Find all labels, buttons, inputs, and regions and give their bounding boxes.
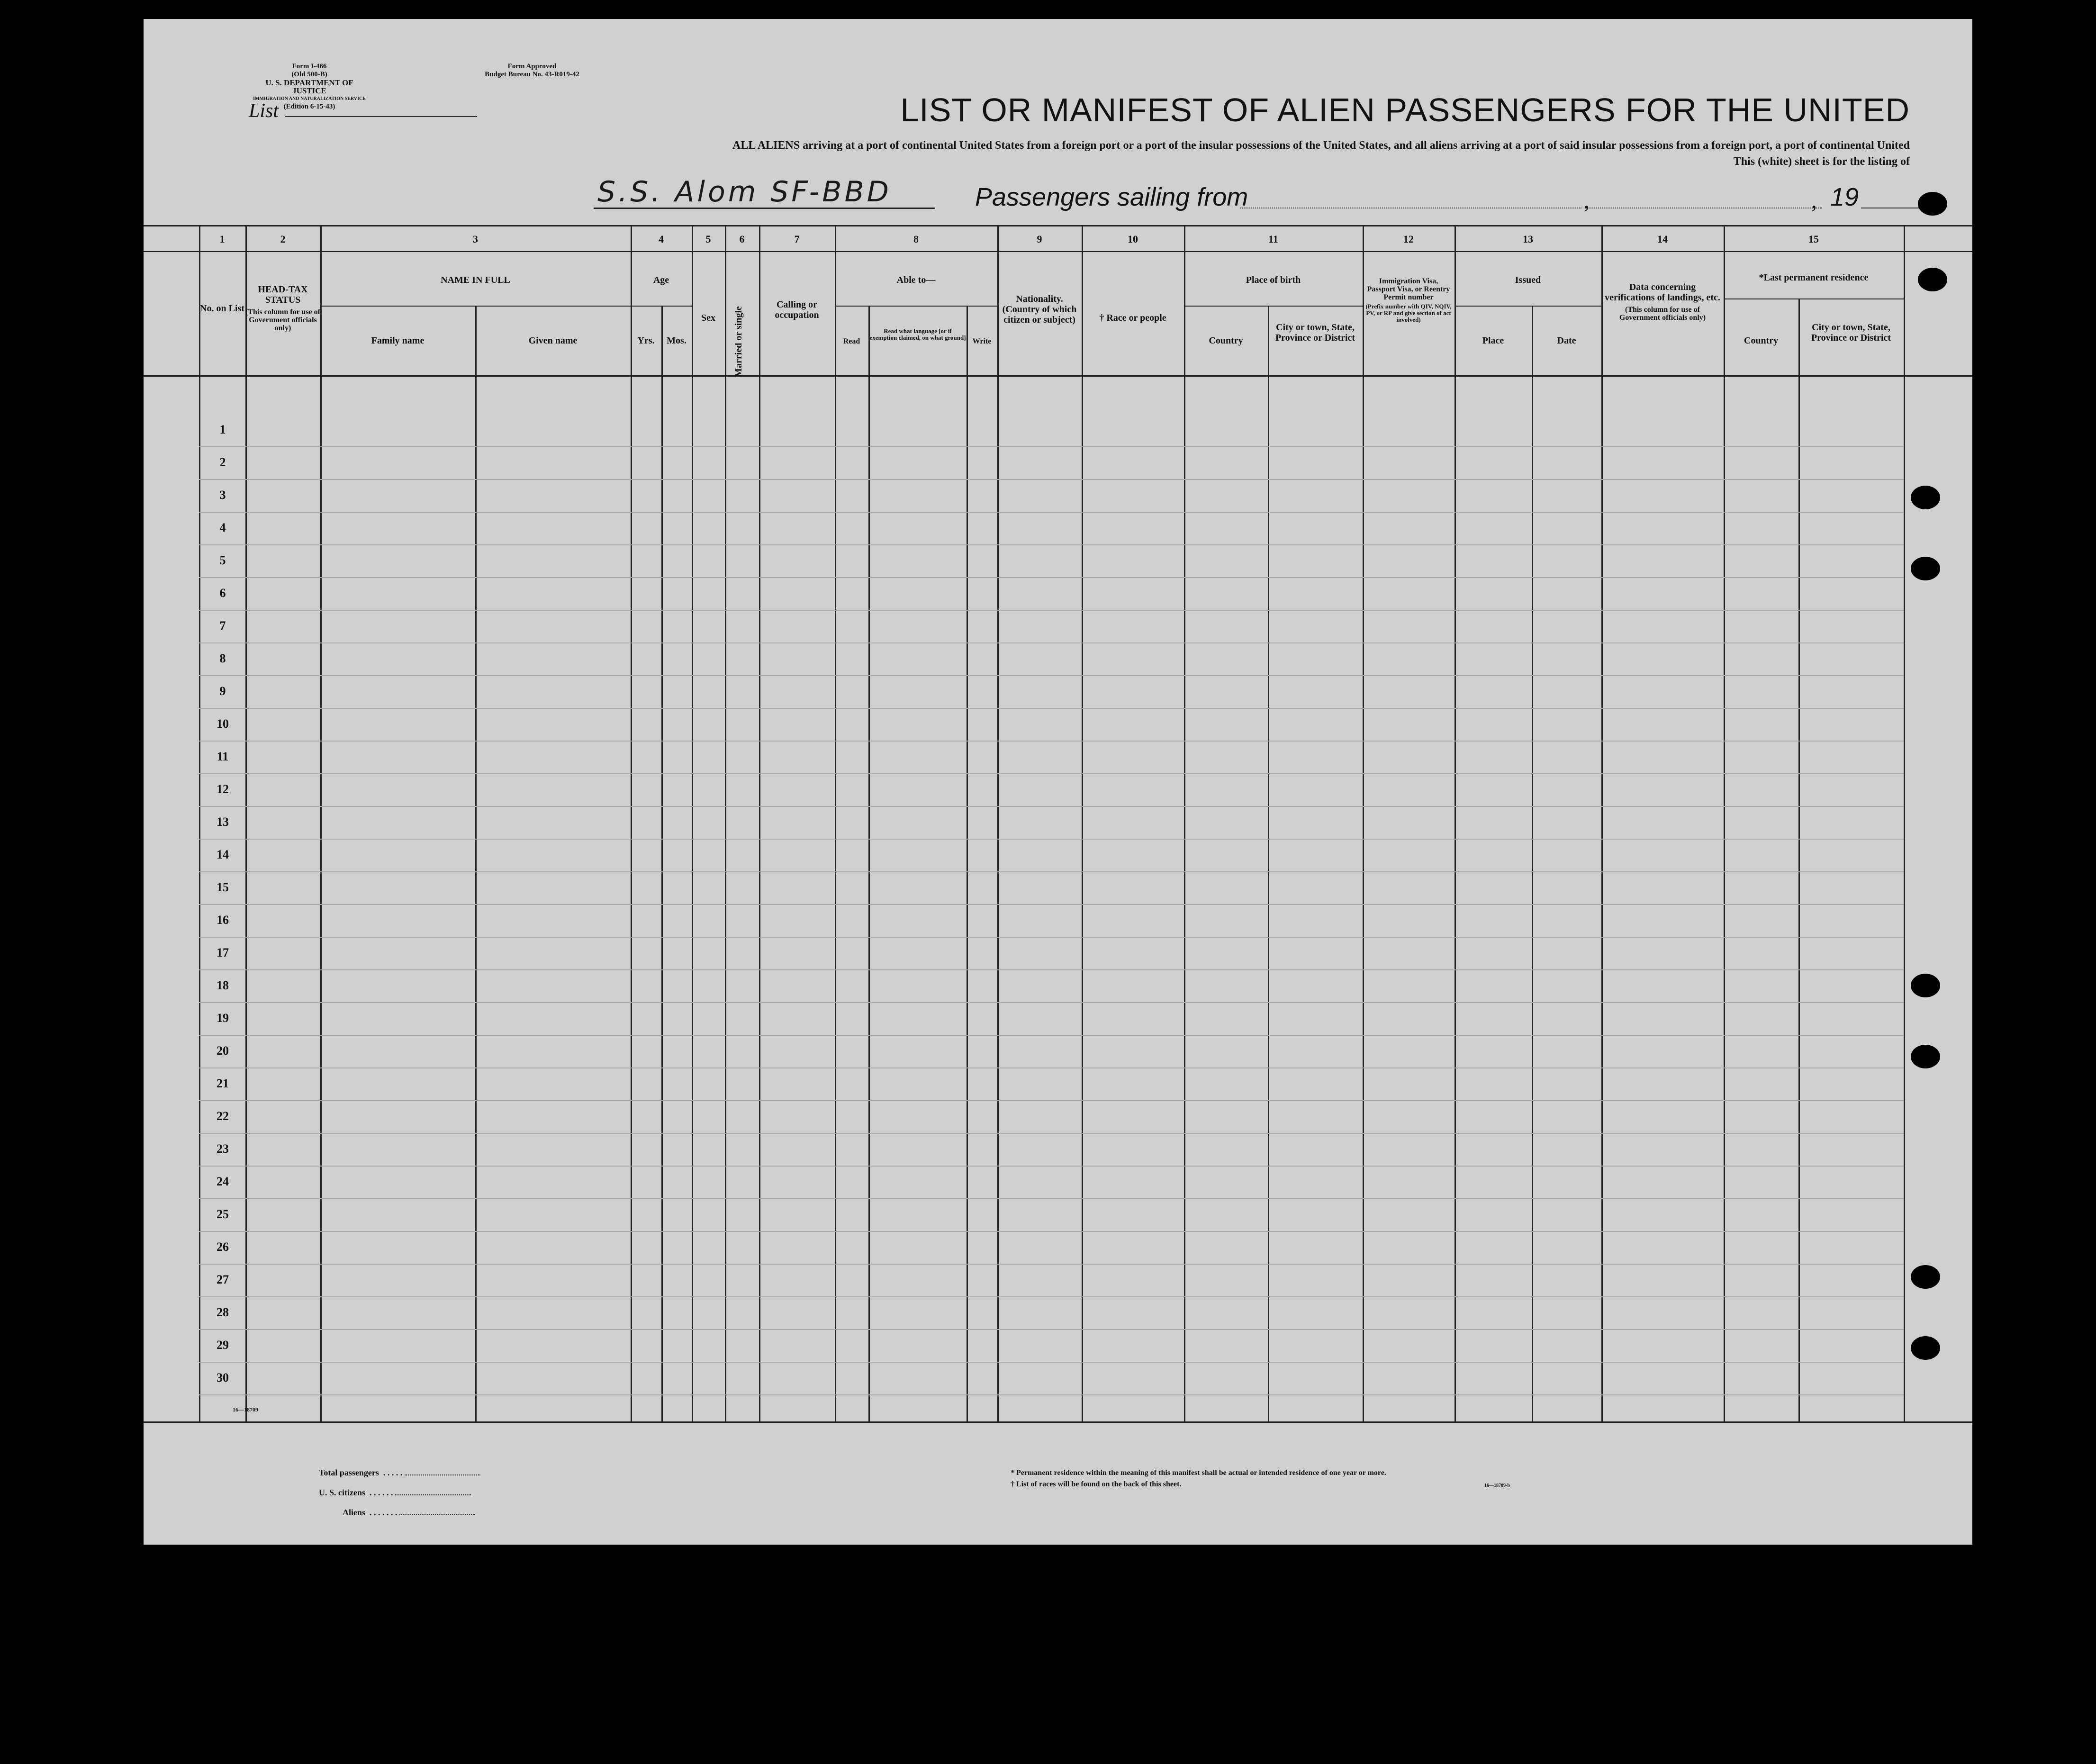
row-rule (199, 1296, 1904, 1297)
head-tax-note: (This column for use of Government officials only) (245, 308, 320, 332)
row-rule (199, 839, 1904, 840)
header-residence-city: City or town, State, Province or District (1811, 322, 1891, 343)
col-line-14 (1601, 225, 1603, 1421)
aliens-blank (399, 1514, 475, 1515)
data-concerning-note: (This column for use of Government officials only) (1619, 306, 1706, 322)
print-code-left: 16—18709 (233, 1406, 258, 1413)
row-number: 14 (217, 848, 229, 861)
row-number: 25 (217, 1207, 229, 1221)
form-old-number: (Old 500-B) (291, 71, 327, 78)
punch-hole (1911, 1265, 1940, 1289)
immigration-visa-note: (Prefix number with QIV, NQIV, PV, or RP and give section of act involved) (1365, 303, 1452, 323)
row-rule (199, 446, 1904, 447)
row-rule (199, 937, 1904, 938)
header-read-language: Read what language [or if exemption claimed, on what ground] (869, 327, 966, 341)
form-number: Form I-466 (292, 63, 327, 70)
col-line-6 (725, 225, 726, 1421)
header-months: Mos. (667, 335, 687, 346)
row-rule (199, 871, 1904, 872)
row-number: 1 (219, 423, 226, 436)
col-line-11 (1184, 225, 1185, 1421)
total-passengers-label: Total passengers (319, 1468, 379, 1477)
col-line-11b (1268, 306, 1269, 1421)
row-rule (199, 1035, 1904, 1036)
header-family-name: Family name (371, 335, 425, 346)
column-number-divider (144, 251, 1972, 252)
header-years: Yrs. (637, 335, 655, 346)
header-issued: Issued (1515, 275, 1541, 285)
row-rule (199, 1100, 1904, 1101)
row-number: 20 (217, 1044, 229, 1058)
header-given-name: Given name (528, 335, 578, 346)
punch-hole (1918, 268, 1947, 291)
row-number: 22 (217, 1109, 229, 1123)
form-approval-block (456, 63, 608, 79)
row-rule (199, 1067, 1904, 1068)
col-number: 9 (1037, 233, 1042, 245)
col-line-4b (661, 306, 663, 1421)
aliens-label: Aliens (343, 1508, 366, 1517)
row-number: 19 (217, 1011, 229, 1025)
header-write: Write (972, 337, 992, 345)
row-rule (199, 1002, 1904, 1003)
print-code-right: 16—18709-b (1484, 1483, 1510, 1488)
head-tax-label: HEAD-TAX STATUS (258, 284, 308, 305)
row-number: 8 (219, 651, 226, 665)
col-number: 11 (1268, 233, 1278, 245)
row-number: 6 (219, 586, 226, 600)
row-number: 5 (219, 553, 226, 567)
data-concerning-label: Data concerning verifications of landings, etc. (1605, 282, 1720, 303)
col-number: 7 (794, 233, 800, 245)
row-number: 27 (217, 1273, 229, 1286)
row-number: 11 (217, 750, 229, 763)
subtitle-line-1: ALL ALIENS arriving at a port of continental United States from a foreign port or a port of the insular possessions of the United States, and all aliens arriving at a port of said insular possessions from a foreign port, a port of continental United (732, 139, 1910, 152)
col-line-13b (1532, 306, 1533, 1421)
row-rule (199, 773, 1904, 774)
header-head-tax (245, 284, 320, 332)
row-rule (199, 642, 1904, 643)
department-name: U. S. DEPARTMENT OF JUSTICE (265, 78, 353, 95)
footnote-permanent-residence: * Permanent residence within the meaning of this manifest shall be actual or intended residence of one year or more. (1011, 1469, 1386, 1477)
col-line-15b (1798, 299, 1800, 1421)
row-number: 4 (219, 521, 226, 534)
col-line-9 (997, 225, 999, 1421)
punch-hole (1911, 974, 1940, 997)
col-line-8c (967, 306, 968, 1421)
header-residence-country: Country (1744, 335, 1779, 346)
col-number: 10 (1128, 233, 1138, 245)
us-citizens-line: U. S. citizens . . . . . . (319, 1488, 471, 1498)
vessel-underline (594, 208, 935, 209)
row-number: 29 (217, 1338, 229, 1352)
col-number: 12 (1403, 233, 1414, 245)
row-rule (199, 675, 1904, 676)
row-rule (199, 1198, 1904, 1199)
manifest-sheet (144, 19, 1972, 1545)
row-rule (199, 741, 1904, 742)
sailing-from-label: Passengers sailing from (975, 183, 1248, 211)
page-title: LIST OR MANIFEST OF ALIEN PASSENGERS FOR THE UNITED (900, 91, 1910, 128)
comma-separator: , (1584, 188, 1590, 213)
list-label: List (249, 100, 279, 122)
col-line-2 (245, 225, 247, 1421)
col-line-7 (759, 225, 760, 1421)
punch-hole (1911, 486, 1940, 509)
header-calling-occupation: Calling or occupation (775, 299, 819, 320)
col-line-1 (199, 225, 200, 1421)
col-line-3 (320, 225, 322, 1421)
row-number: 2 (219, 455, 226, 469)
aliens-line: Aliens . . . . . . . (343, 1508, 475, 1518)
row-rule (199, 1133, 1904, 1134)
col-number: 14 (1657, 233, 1668, 245)
col-number: 6 (739, 233, 745, 245)
row-rule (199, 479, 1904, 480)
row-number: 13 (217, 815, 229, 829)
col-line-16 (1904, 225, 1905, 1421)
row-number: 15 (217, 880, 229, 894)
col-number: 8 (913, 233, 919, 245)
row-number: 9 (219, 684, 226, 698)
able-subheader-line (835, 306, 997, 307)
col-line-8b (868, 306, 870, 1421)
footnote-races: † List of races will be found on the back of this sheet. (1011, 1480, 1182, 1488)
header-read: Read (843, 337, 860, 345)
punch-hole (1911, 1045, 1940, 1068)
col-number: 15 (1808, 233, 1819, 245)
row-rule (199, 577, 1904, 578)
subtitle-line-2: This (white) sheet is for the listing of (1733, 155, 1910, 168)
row-number: 10 (217, 717, 229, 731)
table-bottom-border (144, 1421, 1972, 1423)
row-number: 3 (219, 488, 226, 502)
row-rule (199, 1166, 1904, 1167)
row-rule (199, 1231, 1904, 1232)
header-immigration-visa (1365, 277, 1452, 323)
row-rule (199, 1264, 1904, 1265)
col-number: 2 (280, 233, 286, 245)
header-issued-place: Place (1482, 335, 1504, 346)
row-rule (199, 1329, 1904, 1330)
col-number: 5 (705, 233, 711, 245)
col-line-15 (1724, 225, 1725, 1421)
immigration-visa-label: Immigration Visa, Passport Visa, or Reentry Permit number (1367, 277, 1450, 301)
row-number: 18 (217, 978, 229, 992)
header-sex: Sex (701, 313, 715, 323)
row-rule (199, 610, 1904, 611)
row-number: 26 (217, 1240, 229, 1254)
punch-hole (1911, 557, 1940, 580)
row-rule (199, 544, 1904, 545)
row-number: 21 (217, 1076, 229, 1090)
header-birth-country: Country (1209, 335, 1243, 346)
row-rule (199, 1394, 1904, 1395)
header-data-concerning (1604, 282, 1721, 322)
service-name: IMMIGRATION AND NATURALIZATION SERVICE (253, 96, 366, 101)
header-no-on-list: No. on List (200, 303, 244, 314)
punch-hole (1911, 1336, 1940, 1360)
row-rule (199, 904, 1904, 905)
col-line-10 (1082, 225, 1083, 1421)
row-rule (199, 512, 1904, 513)
col-number: 3 (473, 233, 478, 245)
budget-bureau-number: Budget Bureau No. 43-R019-42 (485, 71, 579, 78)
row-number: 23 (217, 1142, 229, 1156)
total-passengers-line: Total passengers . . . . . (319, 1468, 480, 1478)
header-last-residence: *Last permanent residence (1759, 272, 1869, 283)
punch-hole (1918, 192, 1947, 216)
header-issued-date: Date (1557, 335, 1576, 346)
row-number: 24 (217, 1175, 229, 1188)
row-number: 28 (217, 1305, 229, 1319)
header-race: † Race or people (1099, 313, 1166, 323)
col-line-5 (692, 225, 693, 1421)
row-number: 16 (217, 913, 229, 927)
header-birth-city: City or town, State, Province or District (1275, 322, 1355, 343)
header-name-in-full: NAME IN FULL (441, 275, 510, 285)
header-place-of-birth: Place of birth (1246, 275, 1301, 285)
list-field (249, 100, 477, 122)
col-line-12 (1363, 225, 1364, 1421)
col-number: 1 (219, 233, 225, 245)
us-citizens-blank (395, 1494, 471, 1495)
row-number: 30 (217, 1371, 229, 1384)
form-edition: (Edition 6-15-43) (283, 103, 335, 110)
vessel-name-handwritten: S.S. Alom SF-BBD (597, 175, 892, 208)
col-number: 4 (659, 233, 664, 245)
table-top-border (144, 225, 1972, 226)
col-line-4 (631, 225, 632, 1421)
col-line-3b (475, 306, 477, 1421)
list-blank (285, 116, 477, 117)
row-number: 17 (217, 946, 229, 959)
header-able-to: Able to— (896, 275, 936, 285)
row-number: 12 (217, 782, 229, 796)
row-number: 7 (219, 619, 226, 633)
header-age: Age (653, 275, 669, 285)
us-citizens-label: U. S. citizens (319, 1488, 365, 1497)
form-approved: Form Approved (507, 63, 557, 70)
col-number: 13 (1523, 233, 1533, 245)
row-rule (199, 806, 1904, 807)
row-rule (199, 708, 1904, 709)
header-married-or-single: Married or single (733, 306, 744, 377)
col-line-8 (835, 225, 836, 1421)
comma-separator-2: , (1811, 188, 1817, 213)
col-line-13 (1455, 225, 1456, 1421)
header-bottom-border (144, 375, 1972, 377)
row-rule (199, 969, 1904, 970)
row-rule (199, 1362, 1904, 1363)
header-nationality: Nationality. (Country of which citizen or subject) (1002, 294, 1077, 325)
year-prefix: 19 (1830, 183, 1859, 211)
birth-subheader-line (1184, 306, 1363, 307)
issued-subheader-line (1455, 306, 1601, 307)
